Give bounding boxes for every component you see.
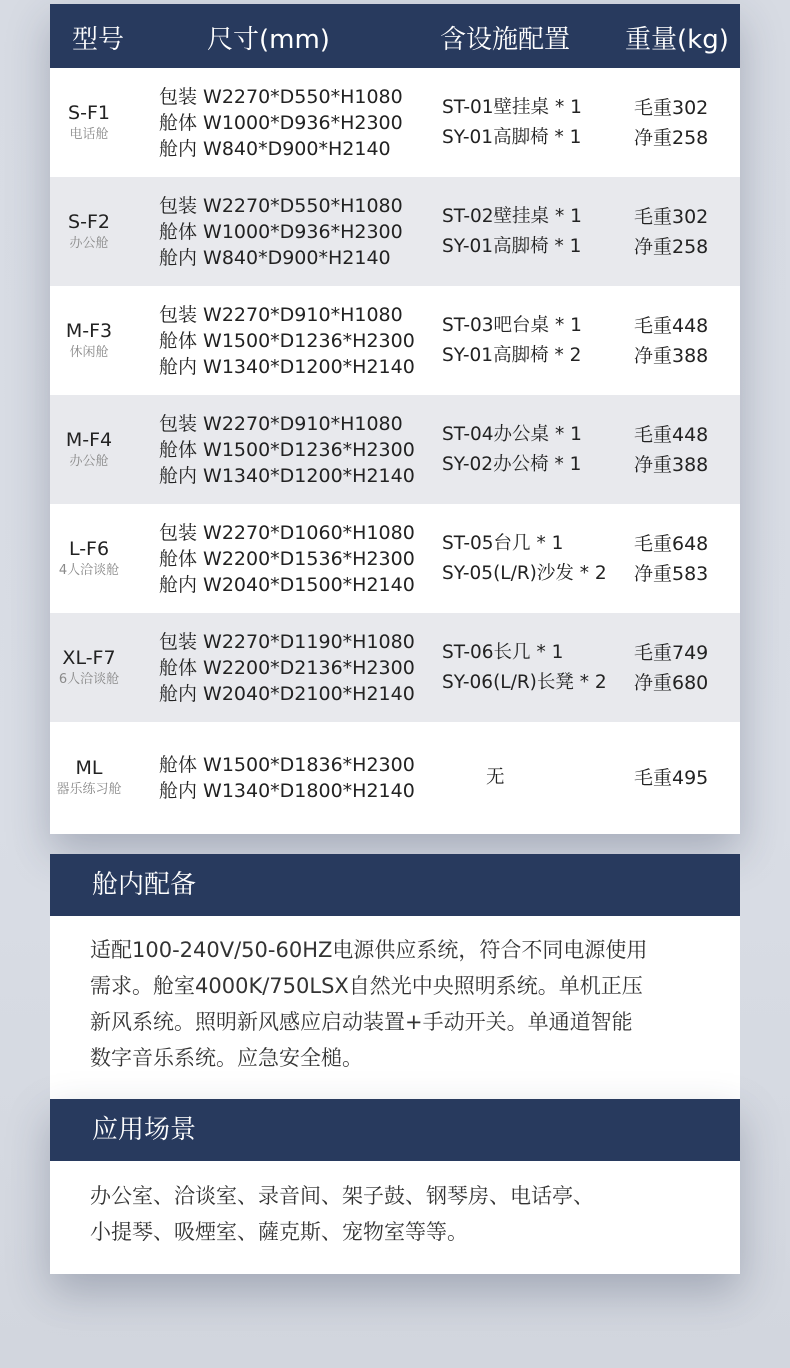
model-code: ML [75,757,103,779]
model-cell [50,646,128,690]
dim-line: 包装 W2270*D550*H1080 [159,85,403,108]
scenes-line: 办公室、洽谈室、录音间、架子鼓、钢琴房、电话亭、 [90,1184,594,1208]
weight-line: 净重388 [634,344,709,367]
dim-line: 舱体 W1500*D1236*H2300 [159,329,415,352]
accessories-cell [442,311,582,371]
dim-line: 包装 W2270*D550*H1080 [159,194,403,217]
header-accessories: 含设施配置 [440,25,571,55]
model-desc: 休闲舱 [69,344,109,360]
scenes-body [50,1161,740,1270]
scenes-title: 应用场景 [92,1115,197,1145]
dims-cell [159,629,415,707]
model-desc: 4人洽谈舱 [58,562,120,578]
dim-line: 舱内 W840*D900*H2140 [159,137,391,160]
dims-cell [159,411,415,489]
weight-line: 净重583 [634,562,709,585]
table-row [50,395,740,504]
dim-line: 包装 W2270*D910*H1080 [159,412,403,435]
weight-cell [634,763,708,793]
accessory-line: SY-01高脚椅 * 1 [442,126,582,148]
weight-line: 净重680 [634,671,709,694]
accessory-line: ST-03吧台桌 * 1 [442,314,582,336]
weight-line: 毛重648 [634,532,709,555]
dim-line: 包装 W2270*D1190*H1080 [159,630,415,653]
model-desc: 6人洽谈舱 [58,671,120,687]
model-cell [50,428,128,472]
header-weight: 重量(kg) [625,25,729,55]
dims-cell [159,302,415,380]
model-cell [50,210,128,254]
equipment-line: 数字音乐系统。应急安全槌。 [90,1046,363,1070]
accessory-line: ST-04办公桌 * 1 [442,423,582,445]
accessory-line: SY-01高脚椅 * 1 [442,235,582,257]
accessory-line: ST-05台几 * 1 [442,532,564,554]
model-code: M-F3 [65,319,113,342]
weight-cell [634,202,708,262]
scenes-section [50,1099,740,1274]
accessories-cell [442,529,607,589]
model-cell [50,319,128,363]
accessories-cell [486,763,505,793]
accessory-line: ST-06长几 * 1 [442,641,564,663]
header-model: 型号 [72,25,125,55]
table-row [50,68,740,177]
header-size: 尺寸(mm) [207,25,330,55]
accessory-line: SY-06(L/R)长凳 * 2 [442,671,607,693]
dim-line: 舱体 W1500*D1236*H2300 [159,438,415,461]
accessory-line: ST-01壁挂桌 * 1 [442,96,582,118]
dim-line: 舱内 W1340*D1200*H2140 [159,355,415,378]
accessory-line: SY-01高脚椅 * 2 [442,344,582,366]
scenes-header [50,1099,740,1161]
accessories-cell [442,638,607,698]
weight-line: 毛重448 [634,314,709,337]
equipment-section [50,854,740,1099]
weight-line: 净重388 [634,453,709,476]
weight-line: 毛重749 [634,641,709,664]
dims-cell [159,752,415,804]
weight-cell [634,420,708,480]
weight-line: 毛重302 [634,96,709,119]
equipment-body [50,916,740,1095]
table-row [50,177,740,286]
model-cell [50,756,128,800]
model-code: M-F4 [65,428,113,451]
weight-cell [634,311,708,371]
equipment-line: 新风系统。照明新风感应启动装置+手动开关。单通道智能 [90,1010,633,1034]
dim-line: 舱体 W1000*D936*H2300 [159,220,403,243]
accessories-cell [442,93,582,153]
weight-cell [634,93,708,153]
model-code: XL-F7 [62,646,116,669]
model-cell [50,101,128,145]
model-code: S-F2 [68,210,110,233]
weight-line: 毛重448 [634,423,709,446]
table-row [50,286,740,395]
dim-line: 包装 W2270*D1060*H1080 [159,521,415,544]
table-row [50,613,740,722]
equipment-header [50,854,740,916]
accessories-cell [442,202,582,262]
dim-line: 舱内 W2040*D2100*H2140 [159,682,415,705]
accessory-line: 无 [486,767,505,788]
accessory-line: ST-02壁挂桌 * 1 [442,205,582,227]
model-desc: 办公舱 [69,453,109,469]
table-row [50,722,740,834]
dim-line: 舱内 W1340*D1800*H2140 [159,780,415,802]
weight-line: 毛重495 [634,767,709,789]
dim-line: 包装 W2270*D910*H1080 [159,303,403,326]
accessories-cell [442,420,582,480]
model-desc: 电话舱 [69,126,109,142]
table-row [50,504,740,613]
dims-cell [159,84,403,162]
accessory-line: SY-02办公椅 * 1 [442,453,582,475]
model-desc: 办公舱 [69,235,109,251]
dim-line: 舱体 W2200*D2136*H2300 [159,656,415,679]
dim-line: 舱体 W2200*D1536*H2300 [159,547,415,570]
weight-line: 毛重302 [634,205,709,228]
dim-line: 舱内 W2040*D1500*H2140 [159,573,415,596]
dims-cell [159,520,415,598]
table-header [50,4,740,68]
equipment-title: 舱内配备 [92,870,197,900]
weight-cell [634,638,708,698]
dim-line: 舱体 W1000*D936*H2300 [159,111,403,134]
scenes-line: 小提琴、吸煙室、薩克斯、宠物室等等。 [90,1220,468,1244]
model-cell [50,537,128,581]
dim-line: 舱体 W1500*D1836*H2300 [159,754,415,776]
weight-line: 净重258 [634,235,709,258]
dims-cell [159,193,403,271]
dim-line: 舱内 W1340*D1200*H2140 [159,464,415,487]
equipment-line: 需求。舱室4000K/750LSX自然光中央照明系统。单机正压 [90,974,643,998]
dim-line: 舱内 W840*D900*H2140 [159,246,391,269]
accessory-line: SY-05(L/R)沙发 * 2 [442,562,607,584]
equipment-line: 适配100-240V/50-60HZ电源供应系统，符合不同电源使用 [90,938,648,962]
model-code: L-F6 [68,537,110,560]
spec-table [50,4,740,834]
model-code: S-F1 [68,101,110,124]
weight-cell [634,529,708,589]
model-desc: 器乐练习舱 [56,782,122,797]
weight-line: 净重258 [634,126,709,149]
